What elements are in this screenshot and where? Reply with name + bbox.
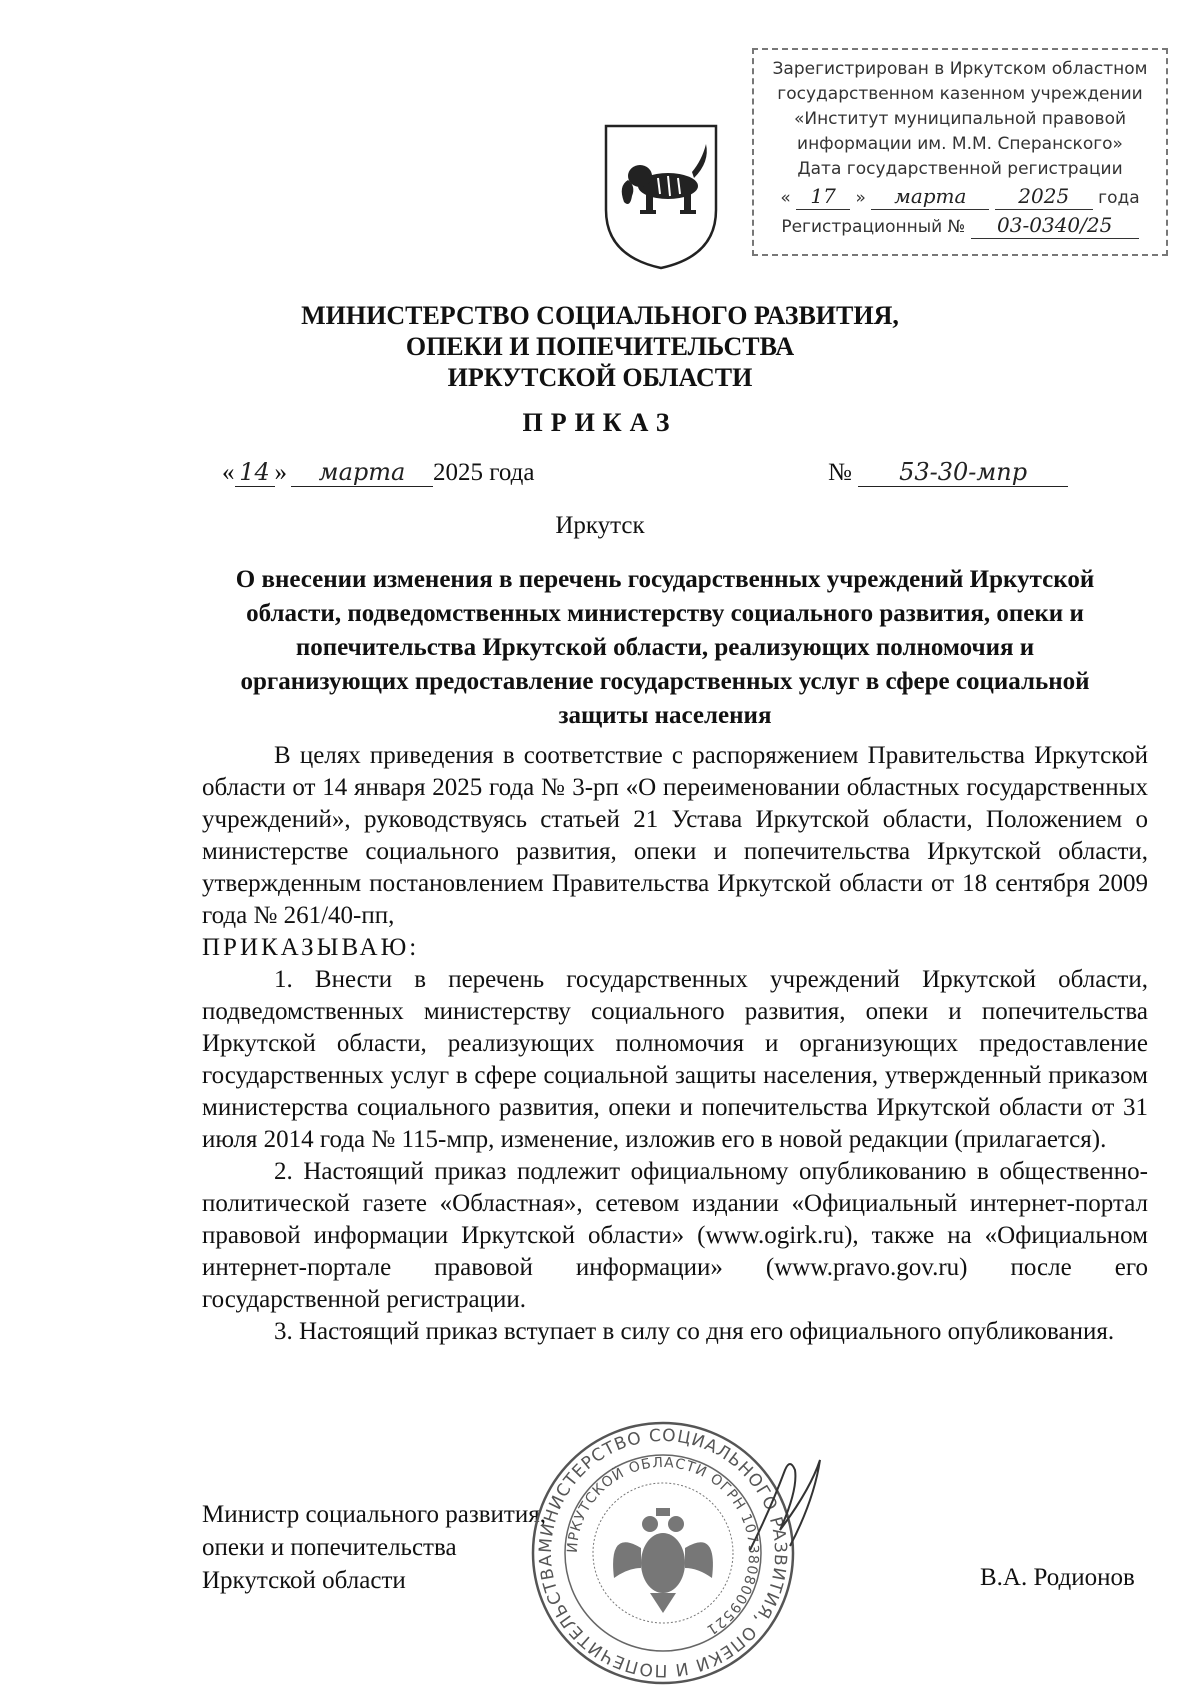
stamp-line-2: государственном казенном учреждении [777,84,1143,104]
handwritten-signature-icon [740,1450,830,1560]
number-label: № [828,459,852,486]
stamp-reg-label: Регистрационный № [781,217,966,237]
item-1: 1. Внести в перечень государственных учреждений Иркутской области, подведомственных министерству социального развития, опеки и попечительства Иркутской области, реализующих полномочия и организующих предоставление государственных услуг в сфере социальной защиты населения, утвержденный приказом министерства социального развития, опеки и попечительства Иркутской области от 31 июля 2014 года № 115-мпр, изменение, изложив его в новой редакции (прилагается). [202,966,1148,1153]
ministry-header-line-1: МИНИСТЕРСТВО СОЦИАЛЬНОГО РАЗВИТИЯ, [301,301,899,330]
number-value: 53-30-мпр [858,458,1068,487]
stamp-reg-row [754,213,1166,240]
stamp-date-open: « [780,188,791,208]
city: Иркутск [555,512,645,539]
signatory-position-line-1: Министр социального развития, [202,1501,546,1528]
item-3: 3. Настоящий приказ вступает в силу со дня его официального опубликования. [274,1318,1115,1345]
stamp-line-4: информации им. М.М. Сперанского» [797,134,1123,154]
date-day: 14 [235,458,275,487]
item-2: 2. Настоящий приказ подлежит официальному опубликованию в общественно-политической газете «Областная», сетевом издании «Официальный интернет-портал правовой информации Иркутской области» (www.ogirk.ru), также на «Официальном интернет-портале правовой информации» (www.pravo.gov.ru) после его государственной регистрации. [202,1158,1148,1313]
registration-stamp [752,48,1168,256]
date-year: 2025 года [433,459,535,486]
stamp-line-1: Зарегистрирован в Иркутском областном [772,59,1148,79]
seal-outer-text: МИНИСТЕРСТВО СОЦИАЛЬНОГО РАЗВИТИЯ, ОПЕКИ И ПОПЕЧИТЕЛЬСТВА [535,1425,791,1681]
signatory-position [202,1498,546,1597]
order-body [202,740,1148,1348]
stamp-date-suffix: года [1098,188,1140,208]
signatory-position-line-2: опеки и попечительства [202,1534,457,1561]
order-date [222,458,534,487]
order-number [828,458,1068,487]
order-title: ПРИКАЗ [522,408,678,437]
ministry-header [0,300,1200,393]
date-close-quote: » [274,459,287,486]
ministry-header-line-3: ИРКУТСКОЙ ОБЛАСТИ [447,363,753,392]
stamp-date-row [754,184,1166,211]
date-month: марта [291,458,433,487]
signatory-position-line-3: Иркутской области [202,1567,406,1594]
stamp-date-mid: » [855,188,866,208]
stamp-reg-number: 03-0340/25 [971,213,1139,239]
signatory-name: В.А. Родионов [980,1564,1135,1591]
stamp-date-year: 2025 [995,184,1093,210]
order-subject: О внесении изменения в перечень государственных учреждений Иркутской области, подведомственных министерству социального развития, опеки и попечительства Иркутской области, реализующих полномочия и организующих предоставление государственных услуг в сфере социальной защиты населения [235,566,1095,729]
stamp-date-day: 17 [796,184,850,210]
stamp-date-month: марта [871,184,989,210]
preamble: В целях приведения в соответствие с распоряжением Правительства Иркутской области от 14 января 2025 года № 3-рп «О переименовании областных государственных учреждений», руководствуясь статьей 21 Устава Иркутской области, Положением о министерстве социального развития, опеки и попечительства Иркутской области, утвержденным постановлением Правительства Иркутской области от 18 сентября 2009 года № 261/40-пп, [202,742,1148,929]
coat-of-arms-icon [602,122,720,272]
stamp-line-5: Дата государственной регистрации [797,159,1123,179]
date-open-quote: « [222,459,235,486]
seal-inner-text: ИРКУТСКОЙ ОБЛАСТИ ОГРН 1073808009521 [564,1454,762,1639]
decree-word: ПРИКАЗЫВАЮ: [202,934,420,961]
ministry-header-line-2: ОПЕКИ И ПОПЕЧИТЕЛЬСТВА [405,332,795,361]
stamp-line-3: «Институт муниципальной правовой [793,109,1127,129]
